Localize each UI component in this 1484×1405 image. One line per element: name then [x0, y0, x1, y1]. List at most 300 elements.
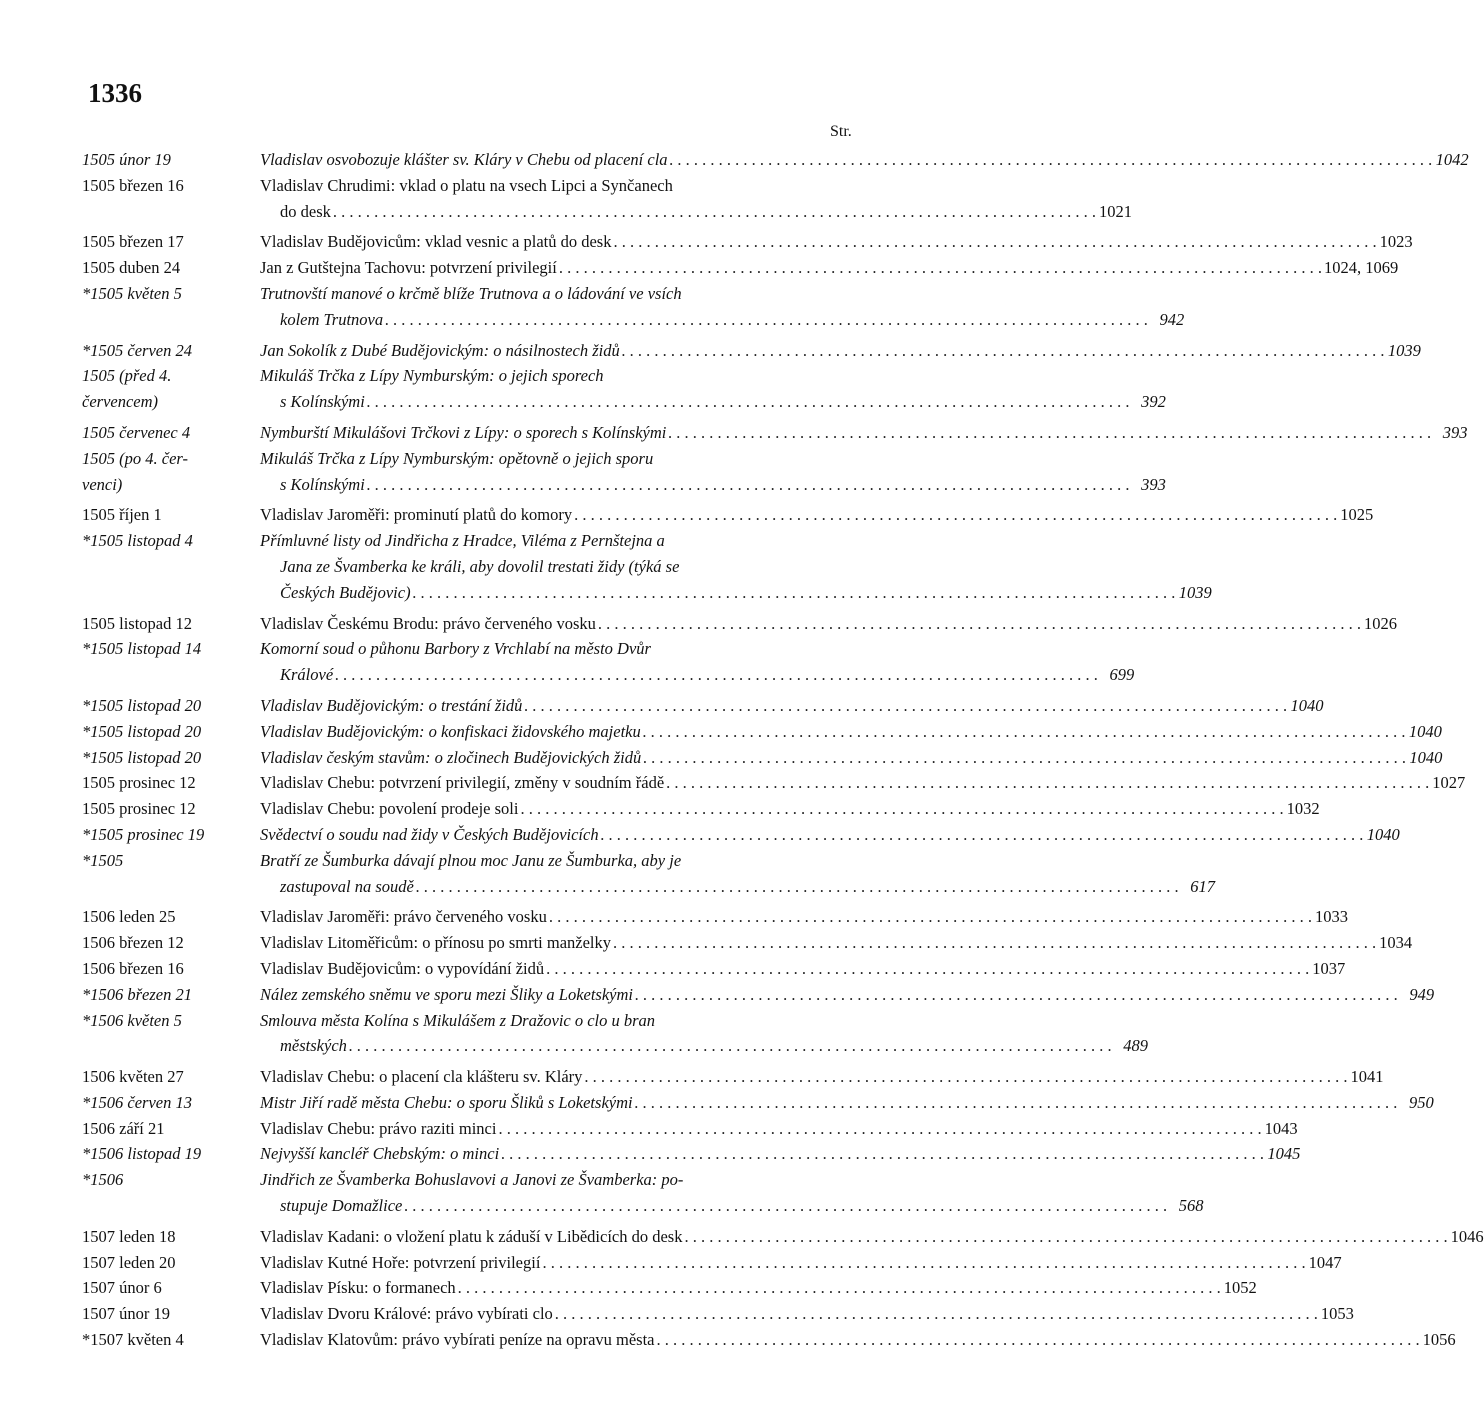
entry-row	[82, 745, 1443, 771]
entry-page-ref: 1042	[1435, 150, 1469, 169]
entry-date	[82, 338, 259, 364]
entry-description	[260, 338, 1421, 364]
entry-text: Smlouva města Kolína s Mikulášem z Dražovic o clo u bran	[260, 1010, 656, 1030]
entry-row	[82, 822, 1400, 848]
entry-date	[82, 1141, 259, 1167]
entry-text: Svědectví o soudu nad židy v Českých Budějovicích	[260, 824, 599, 844]
entry-date	[82, 1250, 259, 1276]
entry-description	[260, 1090, 1434, 1116]
entry-date	[82, 982, 259, 1008]
entry-date-line: *1505 listopad 4	[82, 531, 193, 551]
entry-description	[260, 446, 1166, 498]
entry-description	[260, 611, 1397, 637]
entry-page-ref: 1047	[1308, 1252, 1342, 1272]
entry-line	[260, 796, 1320, 822]
entry-text: Jindřich ze Švamberka Bohuslavovi a Janovi ze Švamberka: po-	[260, 1170, 684, 1190]
entry-description	[260, 363, 1166, 415]
leader-dots	[335, 662, 1098, 688]
entry-date-line: 1505 březen 16	[82, 175, 184, 195]
entry-text: Nejvyšší kancléř Chebským: o minci	[260, 1144, 500, 1164]
entry-text: Vladislav Písku: o formanech	[260, 1278, 456, 1298]
entry-row	[82, 1090, 1434, 1116]
entry-row	[82, 770, 1466, 796]
entry-date-line: 1507 leden 20	[82, 1252, 176, 1272]
entry-date-line: 1507 únor 6	[82, 1278, 162, 1298]
entry-text: Vladislav Chebu: povolení prodeje soli	[260, 799, 519, 819]
entry-text: s Kolínskými	[280, 392, 365, 412]
entry-description	[260, 1141, 1300, 1167]
entry-date	[82, 1116, 259, 1142]
leader-dots	[349, 1033, 1112, 1059]
entry-page-ref: 1024, 1069	[1323, 258, 1399, 278]
entry-line	[260, 554, 1212, 580]
entry-text: Vladislav osvobozuje klášter sv. Kláry v Chebu od placení cla	[260, 150, 668, 169]
entry-date	[82, 636, 259, 688]
entry-line	[260, 147, 1469, 173]
leader-dots	[416, 874, 1179, 900]
entry-text: Komorní soud o půhonu Barbory z Vrchlabí na město Dvůr	[260, 639, 651, 659]
entry-date-line: 1506 leden 25	[82, 907, 176, 927]
entry-description	[260, 502, 1373, 528]
leader-dots	[666, 770, 1429, 796]
entry-date-line: 1505 únor 19	[82, 150, 171, 169]
entry-date-line: 1505 říjen 1	[82, 505, 162, 525]
leader-dots	[622, 338, 1385, 364]
entry-date-line: *1505 listopad 20	[82, 747, 202, 767]
entry-line	[260, 719, 1442, 745]
entry-row	[82, 173, 1132, 225]
entry-date-line: 1505 duben 24	[82, 258, 181, 278]
entry-text: Vladislav Budějovickým: o trestání židů	[260, 695, 523, 715]
entry-date-line: 1505 (před 4.	[82, 366, 172, 386]
entry-date	[82, 255, 259, 281]
leader-dots	[601, 822, 1364, 848]
leader-dots	[584, 1064, 1347, 1090]
entry-row	[82, 446, 1166, 498]
entry-description	[260, 255, 1398, 281]
page-number: 1336	[88, 78, 142, 108]
entry-description	[260, 693, 1324, 719]
entry-text: Vladislav Litoměřicům: o přínosu po smrti manželky	[260, 933, 612, 953]
leader-dots	[542, 1250, 1305, 1276]
entry-description	[260, 1064, 1384, 1090]
entry-date-line: 1505 (po 4. čer-	[82, 448, 188, 468]
entry-description	[260, 982, 1434, 1008]
entry-page-ref: 489	[1123, 1036, 1149, 1056]
entry-date-line: červencem)	[82, 392, 159, 412]
entry-text: Králové	[280, 665, 334, 685]
entry-line	[260, 472, 1166, 498]
leader-dots	[524, 693, 1287, 719]
entry-text: městských	[280, 1036, 347, 1056]
page-column-header: Str.	[830, 123, 852, 140]
entry-line	[260, 1064, 1384, 1090]
entry-row	[82, 719, 1442, 745]
entry-page-ref: 1032	[1286, 799, 1320, 819]
entry-line	[260, 1275, 1257, 1301]
entry-text: Vladislav Budějovicům: vklad vesnic a platů do desk	[260, 232, 612, 252]
entry-line	[260, 307, 1184, 333]
entry-date	[82, 1064, 259, 1090]
entry-line	[260, 1116, 1298, 1142]
entry-row	[82, 1008, 1149, 1060]
entry-line	[260, 1167, 1203, 1193]
entry-text: Vladislav Dvoru Králové: právo vybírati clo	[260, 1304, 553, 1324]
leader-dots	[657, 1327, 1420, 1353]
entry-line	[260, 389, 1166, 415]
entry-page-ref: 1023	[1379, 232, 1413, 252]
entry-date-line: 1506 září 21	[82, 1118, 165, 1138]
entry-date-line: *1505 listopad 20	[82, 721, 202, 741]
entry-line	[260, 420, 1467, 446]
entry-date	[82, 611, 259, 637]
entry-date-line: *1506 květen 5	[82, 1010, 182, 1030]
entry-text: Jan Sokolík z Dubé Budějovickým: o násilnostech židů	[260, 340, 620, 360]
entry-row	[82, 1116, 1298, 1142]
entry-line	[260, 662, 1134, 688]
entry-line	[260, 930, 1412, 956]
leader-dots	[501, 1141, 1264, 1167]
leader-dots	[613, 930, 1376, 956]
entry-text: Vladislav Českému Brodu: právo červeného vosku	[260, 613, 596, 633]
entry-text: Českých Budějovic)	[280, 582, 411, 602]
entry-text: Vladislav Budějovicům: o vypovídání židů	[260, 958, 545, 978]
entry-line	[260, 848, 1215, 874]
entry-text: Jana ze Švamberka ke králi, aby dovolil trestati židy (týká se	[280, 556, 680, 576]
leader-dots	[549, 904, 1312, 930]
entry-row	[82, 930, 1413, 956]
entry-page-ref: 950	[1408, 1092, 1434, 1112]
entry-text: Trutnovští manové o krčmě blíže Trutnova a o ládování ve vsích	[260, 283, 682, 303]
entry-description	[260, 173, 1132, 225]
entry-page-ref: 568	[1178, 1196, 1204, 1216]
entry-page-ref: 1046	[1450, 1226, 1484, 1246]
entry-description	[260, 770, 1465, 796]
entry-line	[260, 199, 1132, 225]
entry-text: Vladislav Klatovům: právo vybírati peníze na opravu města	[260, 1330, 655, 1350]
entry-date	[82, 1301, 259, 1327]
entry-date-line: *1505 prosinec 19	[82, 824, 205, 844]
leader-dots	[555, 1301, 1318, 1327]
entry-date-line: *1506 listopad 19	[82, 1144, 202, 1164]
entry-description	[260, 1224, 1484, 1250]
entry-page-ref: 699	[1109, 665, 1135, 685]
entry-date	[82, 363, 259, 415]
entry-page-ref: 1040	[1408, 721, 1442, 741]
entry-date-line: 1505 listopad 12	[82, 613, 192, 633]
entry-row	[82, 281, 1185, 333]
entry-line	[260, 745, 1442, 771]
entry-line	[260, 580, 1212, 606]
entry-line	[260, 255, 1398, 281]
entry-line	[260, 338, 1421, 364]
entry-description	[260, 930, 1412, 956]
leader-dots	[333, 199, 1096, 225]
entry-row	[82, 611, 1398, 637]
entry-date-line: 1505 prosinec 12	[82, 773, 196, 793]
entry-date-line: *1505 červen 24	[82, 340, 192, 360]
entry-line	[260, 281, 1184, 307]
entry-row	[82, 982, 1435, 1008]
entry-text: Mikuláš Trčka z Lípy Nymburským: o jejich sporech	[260, 366, 604, 386]
entry-description	[260, 281, 1184, 333]
entry-date-line: 1506 březen 16	[82, 958, 184, 978]
entry-description	[260, 848, 1215, 900]
entry-date	[82, 693, 259, 719]
entry-page-ref: 949	[1409, 984, 1435, 1004]
entry-description	[260, 528, 1212, 605]
entry-text: Mikuláš Trčka z Lípy Nymburským: opětovně o jejich sporu	[260, 448, 654, 468]
entry-row	[82, 1141, 1301, 1167]
entry-row	[82, 502, 1374, 528]
leader-dots	[668, 420, 1431, 446]
entry-row	[82, 363, 1166, 415]
entry-line	[260, 1141, 1300, 1167]
entry-line	[260, 693, 1324, 719]
leader-dots	[635, 1090, 1398, 1116]
entry-row	[82, 956, 1346, 982]
entry-date-line: *1506 červen 13	[82, 1092, 192, 1112]
entry-line	[260, 636, 1134, 662]
entry-description	[260, 1327, 1456, 1353]
entry-date-line: 1507 únor 19	[82, 1304, 170, 1324]
entry-text: Vladislav Jaroměři: prominutí platů do komory	[260, 505, 573, 525]
entry-page-ref: 1034	[1379, 933, 1413, 953]
entry-date	[82, 1327, 259, 1353]
entry-date	[82, 930, 259, 956]
entry-description	[260, 1116, 1298, 1142]
entry-row	[82, 420, 1468, 446]
entry-text: Vladislav českým stavům: o zločinech Budějovických židů	[260, 747, 642, 767]
entry-date	[82, 745, 259, 771]
entry-text: Mistr Jiří radě města Chebu: o sporu Šliků s Loketskými	[260, 1092, 633, 1112]
entry-line	[260, 446, 1166, 472]
entry-description	[260, 745, 1442, 771]
entry-text: Vladislav Chrudimi: vklad o platu na vsech Lipci a Synčanech	[260, 175, 673, 195]
entry-text: Jan z Gutštejna Tachovu: potvrzení privilegií	[260, 258, 557, 278]
entry-line	[260, 904, 1348, 930]
entry-page-ref: 1033	[1314, 907, 1348, 927]
entry-line	[260, 363, 1166, 389]
entry-row	[82, 904, 1348, 930]
entry-date	[82, 848, 259, 900]
leader-dots	[613, 229, 1376, 255]
entry-line	[260, 822, 1400, 848]
entry-page-ref: 1045	[1267, 1144, 1301, 1164]
leader-dots	[635, 982, 1398, 1008]
entry-text: Bratří ze Šumburka dávají plnou moc Janu ze Šumburka, aby je	[260, 850, 682, 870]
entry-description	[260, 956, 1345, 982]
entry-text: Vladislav Chebu: o placení cla klášteru sv. Kláry	[260, 1067, 583, 1087]
entry-page-ref: 1052	[1223, 1278, 1257, 1298]
entry-date	[82, 281, 259, 333]
entry-date	[82, 528, 259, 605]
entry-line	[260, 1301, 1354, 1327]
entry-page-ref: 392	[1141, 392, 1166, 412]
entry-date	[82, 1275, 259, 1301]
entry-page-ref: 1037	[1312, 958, 1346, 978]
entry-row	[82, 255, 1399, 281]
leader-dots	[458, 1275, 1221, 1301]
entry-date	[82, 502, 259, 528]
entry-date	[82, 1090, 259, 1116]
entry-row	[82, 1275, 1257, 1301]
leader-dots	[520, 796, 1283, 822]
entry-description	[260, 1008, 1148, 1060]
entry-description	[260, 1167, 1203, 1219]
entry-line	[260, 229, 1413, 255]
entry-row	[82, 1064, 1384, 1090]
leader-dots	[670, 147, 1433, 173]
entry-date	[82, 173, 259, 225]
entry-line	[260, 1090, 1434, 1116]
entry-date-line: 1505 červenec 4	[82, 422, 191, 442]
entry-row	[82, 1167, 1204, 1219]
entry-text: do desk	[280, 201, 331, 221]
leader-dots	[684, 1224, 1447, 1250]
leader-dots	[367, 472, 1130, 498]
entry-date-line: *1506 březen 21	[82, 984, 192, 1004]
entry-date	[82, 904, 259, 930]
entry-date-line: *1505	[82, 850, 124, 870]
entry-date-line: 1505 březen 17	[82, 232, 184, 252]
entry-text: Přímluvné listy od Jindřicha z Hradce, Viléma z Pernštejna a	[260, 531, 665, 551]
entry-date-line: venci)	[82, 474, 123, 494]
entry-line	[260, 502, 1373, 528]
entry-row	[82, 1250, 1342, 1276]
entry-text: Nymburští Mikulášovi Trčkovi z Lípy: o sporech s Kolínskými	[260, 422, 667, 442]
entry-date	[82, 796, 259, 822]
entry-date	[82, 822, 259, 848]
leader-dots	[559, 255, 1322, 281]
entry-line	[260, 173, 1132, 199]
entry-date-line: *1505 listopad 20	[82, 695, 202, 715]
entry-description	[260, 796, 1320, 822]
entry-date	[82, 1167, 259, 1219]
entry-text: Vladislav Chebu: právo raziti minci	[260, 1118, 497, 1138]
entry-date-line: 1507 leden 18	[82, 1226, 176, 1246]
leader-dots	[643, 719, 1406, 745]
entry-page-ref: 942	[1159, 309, 1185, 329]
entry-row	[82, 796, 1320, 822]
entry-date	[82, 147, 259, 173]
entry-page-ref: 1053	[1320, 1304, 1354, 1324]
entry-date	[82, 770, 259, 796]
entry-date-line: *1505 listopad 14	[82, 639, 202, 659]
leader-dots	[498, 1116, 1261, 1142]
entry-description	[260, 1301, 1354, 1327]
entry-date	[82, 719, 259, 745]
entry-description	[260, 420, 1467, 446]
leader-dots	[643, 745, 1406, 771]
entry-description	[260, 147, 1469, 173]
entry-row	[82, 1301, 1354, 1327]
entry-page-ref: 617	[1190, 876, 1215, 896]
entry-page-ref: 1027	[1432, 773, 1466, 793]
entry-date	[82, 446, 259, 498]
entry-text: Vladislav Chebu: potvrzení privilegií, změny v soudním řádě	[260, 773, 665, 793]
entry-text: Vladislav Budějovickým: o konfiskaci židovského majetku	[260, 721, 641, 741]
entry-line	[260, 770, 1465, 796]
entry-line	[260, 1250, 1342, 1276]
entry-row	[82, 147, 1469, 173]
leader-dots	[598, 611, 1361, 637]
entry-line	[260, 1224, 1484, 1250]
entry-date	[82, 1008, 259, 1060]
leader-dots	[546, 956, 1309, 982]
entry-text: Vladislav Kadani: o vložení platu k záduší v Libědicích do desk	[260, 1226, 683, 1246]
leader-dots	[404, 1193, 1167, 1219]
entry-page-ref: 1040	[1409, 747, 1443, 767]
entry-row	[82, 528, 1212, 605]
entry-line	[260, 874, 1215, 900]
entry-text: zastupoval na soudě	[280, 876, 414, 896]
entry-text: Nález zemského sněmu ve sporu mezi Šliky a Loketskými	[260, 984, 633, 1004]
entry-page-ref: 1039	[1178, 582, 1212, 602]
entry-date-line: 1506 květen 27	[82, 1067, 184, 1087]
entry-date-line: *1506	[82, 1170, 124, 1190]
entry-row	[82, 636, 1135, 688]
entry-page-ref: 1021	[1099, 201, 1132, 221]
entry-line	[260, 611, 1397, 637]
entry-text: Vladislav Jaroměři: právo červeného vosku	[260, 907, 547, 927]
entry-date-line: *1507 květen 4	[82, 1330, 184, 1350]
entry-description	[260, 636, 1134, 688]
entry-row	[82, 848, 1215, 900]
entry-text: Vladislav Kutné Hoře: potvrzení privilegií	[260, 1252, 541, 1272]
leader-dots	[413, 580, 1176, 606]
entry-date	[82, 956, 259, 982]
entry-line	[260, 1008, 1148, 1034]
entry-list	[82, 147, 1484, 1353]
entry-page-ref: 1041	[1350, 1067, 1384, 1087]
leader-dots	[385, 307, 1148, 333]
leader-dots	[574, 502, 1337, 528]
entry-description	[260, 719, 1442, 745]
entry-row	[82, 229, 1413, 255]
leader-dots	[367, 389, 1130, 415]
entry-row	[82, 1327, 1456, 1353]
entry-page-ref: 1056	[1422, 1330, 1456, 1350]
entry-date	[82, 1224, 259, 1250]
entry-row	[82, 1224, 1484, 1250]
entry-row	[82, 338, 1421, 364]
entry-description	[260, 229, 1413, 255]
entry-date	[82, 229, 259, 255]
entry-date-line: 1505 prosinec 12	[82, 799, 196, 819]
entry-page-ref: 1026	[1364, 613, 1398, 633]
entry-line	[260, 1327, 1456, 1353]
entry-page-ref: 1040	[1366, 824, 1400, 844]
entry-page-ref: 393	[1141, 474, 1166, 494]
entry-description	[260, 1275, 1257, 1301]
entry-line	[260, 982, 1434, 1008]
entry-page-ref: 1040	[1290, 695, 1324, 715]
entry-date-line: *1505 květen 5	[82, 283, 182, 303]
entry-line	[260, 956, 1345, 982]
entry-description	[260, 904, 1348, 930]
entry-page-ref: 1043	[1264, 1118, 1298, 1138]
entry-row	[82, 693, 1324, 719]
entry-text: kolem Trutnova	[280, 309, 384, 329]
entry-date-line: 1506 březen 12	[82, 933, 184, 953]
entry-date	[82, 420, 259, 446]
entry-text: stupuje Domažlice	[280, 1196, 403, 1216]
entry-line	[260, 528, 1212, 554]
entry-description	[260, 1250, 1342, 1276]
entry-page-ref: 1025	[1340, 505, 1374, 525]
entry-page-ref: 1039	[1387, 340, 1421, 360]
